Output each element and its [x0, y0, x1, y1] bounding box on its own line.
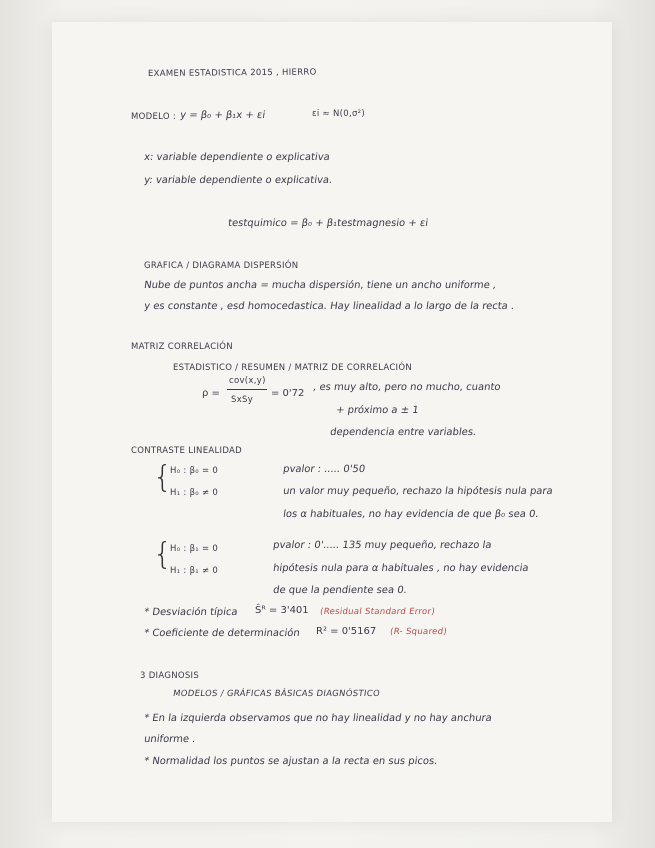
h0-b: H₀ : β₁ = 0 — [170, 544, 219, 554]
h0-a: H₀ : β₀ = 0 — [170, 466, 219, 476]
pvalor-b: pvalor : 0'..... 135 muy pequeño, rechazo la — [272, 540, 493, 551]
diagnosis-line-2: uniforme . — [143, 734, 197, 745]
modelo-fitted-equation: testquimico = β₀ + β₁testmagnesio + εi — [227, 218, 429, 229]
correlacion-subheading: ESTADISTICO / RESUMEN / MATRIZ DE CORRELACIÓN — [173, 363, 413, 373]
diagnosis-subheading: MODELOS / GRÁFICAS BÁSICAS DIAGNÓSTICO — [172, 689, 381, 699]
correlacion-heading: MATRIZ CORRELACIÓN — [131, 342, 233, 352]
pvalor-a: pvalor : ..... 0'50 — [282, 464, 366, 475]
diagnosis-line-1: * En la izquierda observamos que no hay linealidad y no hay anchura — [143, 713, 493, 724]
determinacion-label: * Coeficiente de determinación — [143, 628, 301, 639]
desviacion-value: Ŝᴿ = 3'401 — [255, 605, 309, 616]
h1-b: H₁ : β₁ ≠ 0 — [170, 566, 219, 576]
hypothesis-brace-a: { — [153, 460, 173, 495]
modelo-equation: y = β₀ + β₁x + εi — [179, 110, 266, 121]
paper-sheet — [52, 22, 612, 822]
contraste-a-text-2: los α habituales, no hay evidencia de que β₀ sea 0. — [282, 509, 540, 520]
modelo-label: MODELO : — [131, 112, 177, 122]
desviacion-label: * Desviación típica — [143, 607, 239, 618]
page-title: EXAMEN ESTADISTICA 2015 , HIERRO — [147, 67, 317, 79]
correlacion-comment-2: + próximo a ± 1 — [335, 405, 420, 416]
grafica-heading: GRAFICA / DIAGRAMA DISPERSIÓN — [144, 261, 299, 271]
formula-numerator: cov(x,y) — [229, 376, 266, 386]
determinacion-value: R² = 0'5167 — [316, 626, 377, 637]
correlacion-comment-3: dependencia entre variables. — [329, 427, 477, 438]
grafica-line-1: Nube de puntos ancha = mucha dispersión, tiene un ancho uniforme , — [143, 280, 497, 291]
desviacion-note: (Residual Standard Error) — [319, 607, 436, 617]
modelo-y-definition: y: variable dependiente o explicativa. — [143, 175, 333, 186]
contraste-b-text-1: hipótesis nula para α habituales , no hay evidencia — [272, 563, 530, 574]
contraste-a-text-1: un valor muy pequeño, rechazo la hipótesis nula para — [282, 486, 554, 497]
h1-a: H₁ : β₀ ≠ 0 — [170, 488, 219, 498]
modelo-x-definition: x: variable dependiente o explicativa — [143, 152, 331, 163]
determinacion-note: (R- Squared) — [389, 627, 448, 637]
contraste-b-text-2: de que la pendiente sea 0. — [272, 585, 408, 596]
correlacion-comment-1: , es muy alto, pero no mucho, cuanto — [312, 382, 502, 393]
rho-symbol: ρ = — [202, 388, 220, 399]
diagnosis-heading: 3 DIAGNOSIS — [140, 671, 200, 681]
correlacion-value: = 0'72 — [271, 388, 305, 399]
hypothesis-brace-b: { — [153, 537, 173, 572]
modelo-error: εi ≈ N(0,σ²) — [312, 109, 365, 119]
fraction-bar — [227, 389, 267, 390]
contraste-heading: CONTRASTE LINEALIDAD — [131, 446, 242, 456]
grafica-line-2: y es constante , esd homocedastica. Hay linealidad a lo largo de la recta . — [143, 301, 515, 312]
diagnosis-line-3: * Normalidad los puntos se ajustan a la recta en sus picos. — [143, 756, 439, 767]
formula-denominator: SxSy — [231, 395, 254, 405]
